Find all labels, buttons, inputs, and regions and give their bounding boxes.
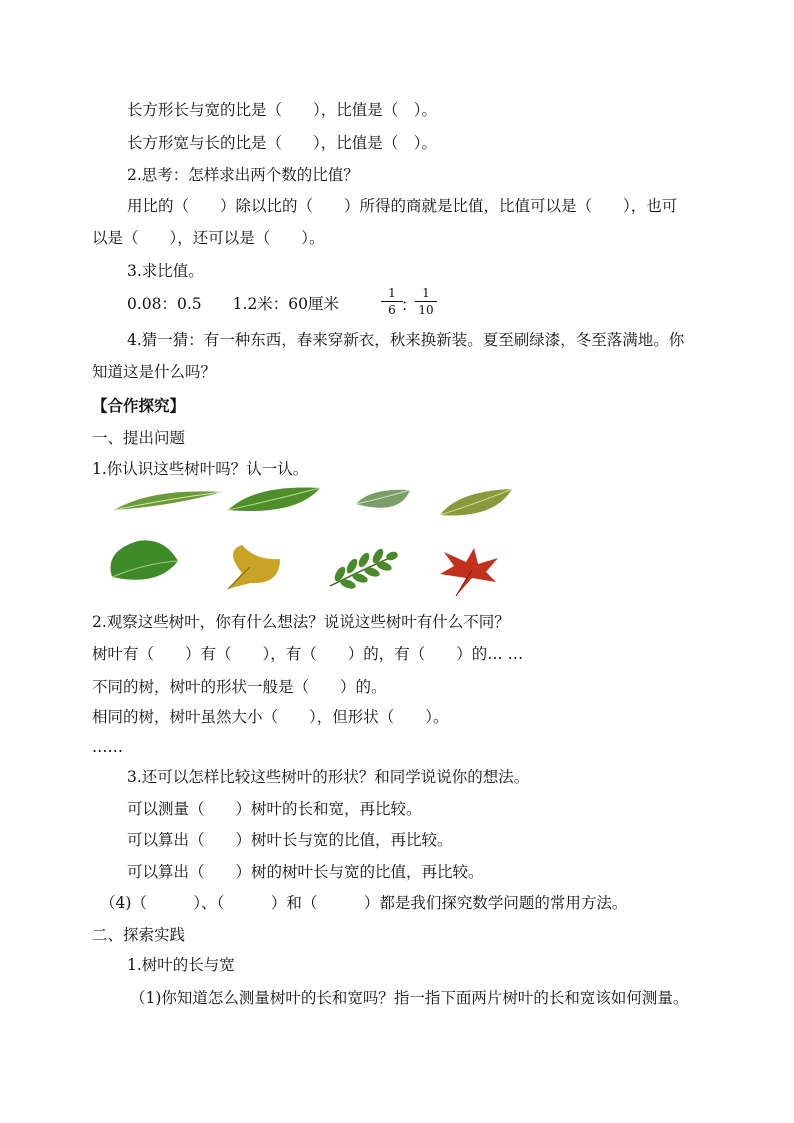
olive-leaf-image [438, 485, 514, 521]
text-line-different-trees: 不同的树，树叶的形状一般是（ ）的。 [92, 678, 387, 696]
text-line-find-ratio: 3.求比值。 [127, 262, 204, 280]
ginkgo-leaf-image [220, 543, 282, 595]
fraction-numerator: 1 [388, 286, 396, 300]
willow-leaf-image [112, 484, 224, 516]
section-heading-pose-question: 一、提出问题 [92, 429, 186, 447]
text-line-ellipsis: …… [92, 738, 123, 756]
text-line-riddle-continued: 知道这是什么吗？ [92, 363, 217, 381]
text-line-think: 2.思考：怎样求出两个数的比值？ [127, 166, 359, 184]
text-line-recognize-leaves: 1.你认识这些树叶吗？认一认。 [92, 460, 309, 478]
section-heading-cooperative-exploration: 【合作探究】 [92, 396, 186, 415]
text-line-ratio-long-wide: 长方形长与宽的比是（ ），比值是（ ）。 [127, 101, 438, 119]
text-line-leaf-length-width: 1.树叶的长与宽 [127, 956, 235, 974]
fraction-one-sixth [381, 286, 403, 317]
fraction-denominator: 6 [388, 303, 396, 317]
text-line-leaves-have: 树叶有（ ）有（ ），有（ ）的，有（ ）的… … [92, 645, 524, 663]
ratio-colon: ： [401, 296, 417, 314]
fraction-denominator: 10 [418, 303, 434, 317]
text-line-ratio-exercises: 0.08：0.5 1.2米：60厘米 [127, 295, 340, 313]
text-line-ratio-value-continued: 以是（ ），还可以是（ ）。 [92, 229, 325, 247]
text-line-how-to-measure: （1)你知道怎么测量树叶的长和宽吗？指一指下面两片树叶的长和宽该如何测量。 [130, 989, 689, 1007]
fraction-bar [381, 301, 403, 302]
fraction-numerator: 1 [422, 286, 430, 300]
text-line-ratio-value-definition: 用比的（ ）除以比的（ ）所得的商就是比值，比值可以是（ ），也可 [127, 197, 678, 215]
text-line-methods: （4)（ ）、（ ）和（ ）都是我们探究数学问题的常用方法。 [100, 894, 628, 912]
section-heading-explore-practice: 二、探索实践 [92, 926, 186, 944]
text-line-measure: 可以测量（ ）树叶的长和宽，再比较。 [127, 800, 422, 818]
text-line-ratio-wide-long: 长方形宽与长的比是（ ），比值是（ ）。 [127, 134, 438, 152]
text-line-same-tree: 相同的树，树叶虽然大小（ ），但形状（ ）。 [92, 708, 449, 726]
text-line-compare-shape: 3.还可以怎样比较这些树叶的形状？和同学说说你的想法。 [127, 768, 530, 786]
fraction-one-tenth [415, 286, 437, 317]
green-oval-leaf-image [226, 482, 322, 518]
serrated-leaf-image [98, 537, 180, 587]
fraction-bar [415, 301, 437, 302]
small-pale-leaf-image [340, 486, 414, 518]
text-line-calc-ratio-leaf: 可以算出（ ）树叶长与宽的比值，再比较。 [127, 831, 453, 849]
text-line-calc-ratio-tree: 可以算出（ ）树的树叶长与宽的比值，再比较。 [127, 863, 484, 881]
text-line-riddle: 4.猜一猜：有一种东西，春来穿新衣，秋来换新装。夏至刷绿漆，冬至落满地。你 [127, 331, 685, 349]
text-line-observe-leaves: 2.观察这些树叶，你有什么想法？说说这些树叶有什么不同？ [92, 613, 510, 631]
maple-leaf-image [436, 548, 500, 598]
compound-leaf-image [326, 548, 398, 590]
